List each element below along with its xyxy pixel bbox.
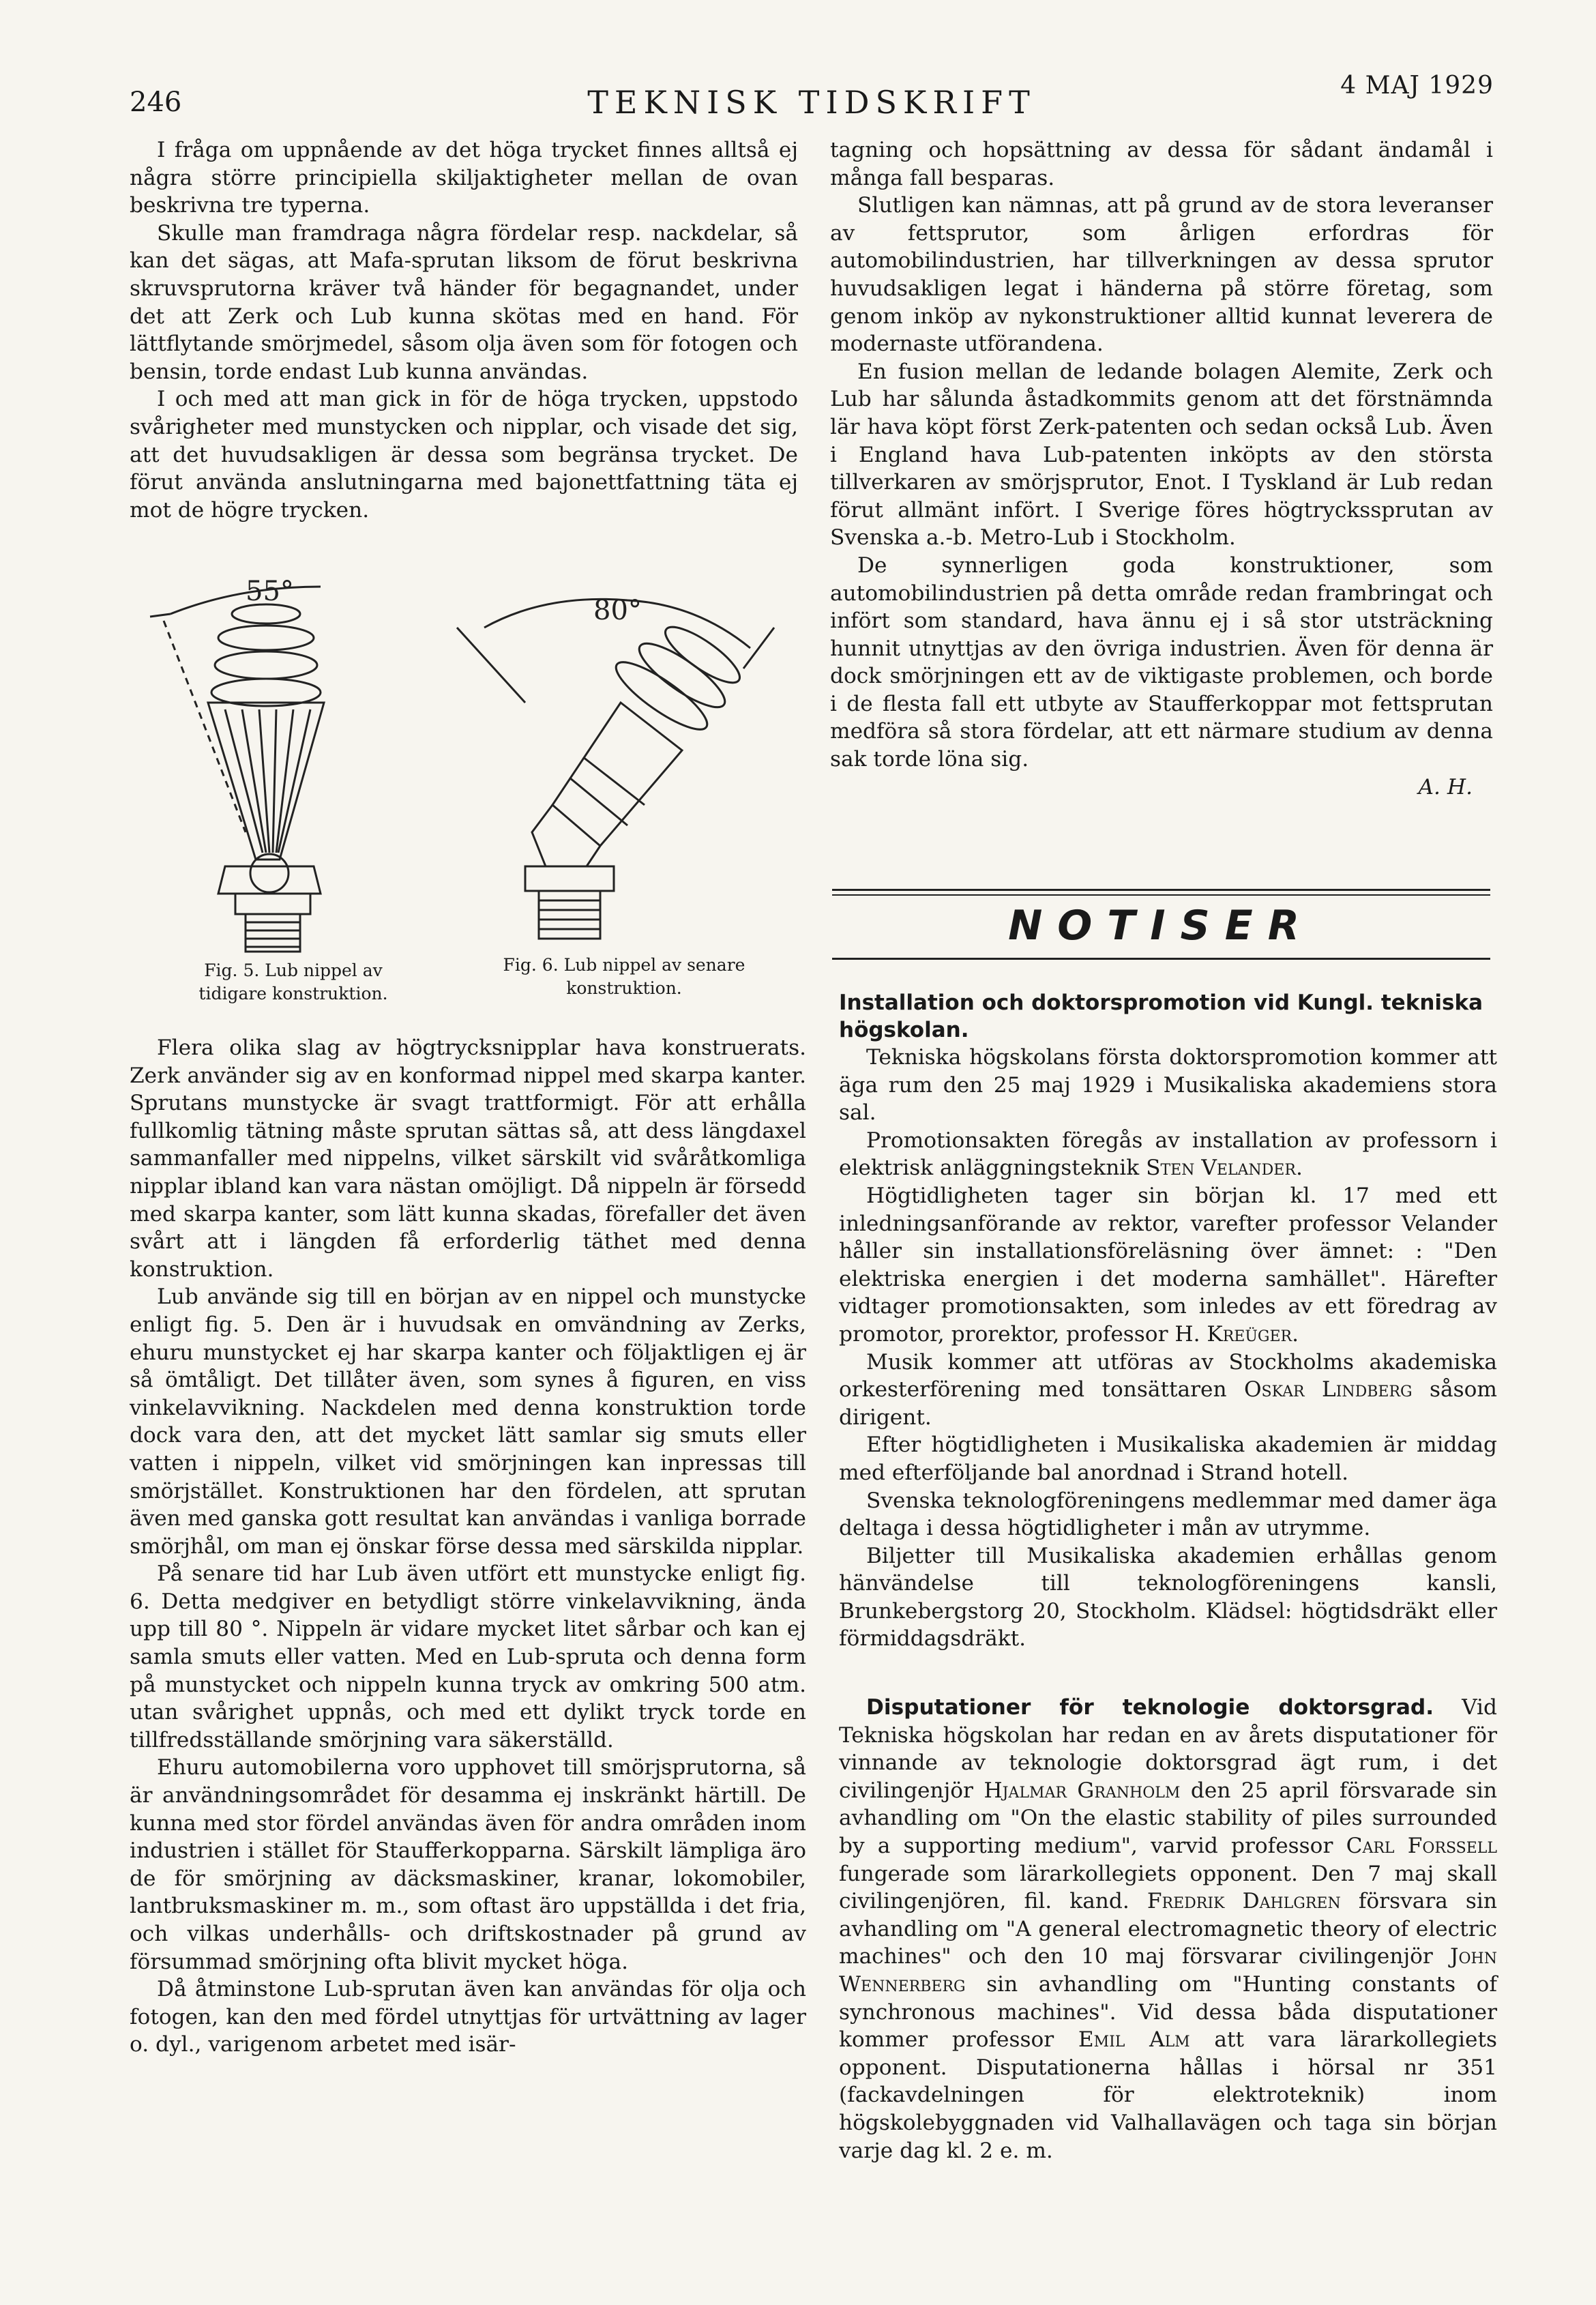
figure-6 (450, 587, 805, 955)
paragraph: I och med att man gick in för de höga trycken, uppstodo svårigheter med munstycken och nipplar, och visade det sig, att det huvudsakligen är dessa som begränsa trycket. De förut använda anslutningarna med bajonettfattning täta ej mot de högre trycken. (130, 387, 798, 523)
paragraph: tagning och hopsättning av dessa för sådant ändamål i många fall besparas. (830, 138, 1493, 190)
right-column-notes (839, 989, 1497, 2164)
fig5-caption (164, 959, 423, 1005)
fig6-caption (477, 954, 771, 1000)
left-column-top (130, 136, 798, 524)
fig5-caption-text: Lub nippel av (265, 960, 383, 980)
person-name: Carl Forssell (1346, 1834, 1497, 1859)
paragraph: Slutligen kan nämnas, att på grund av de stora leveranser av fettsprutor, som årligen erfordras för automobilindustrien, har tillverkningen av dessa sprutor huvudsakligen legat i händerna på större företag, som genom inköp av nykonstruktioner alltid kunnat leverera de modernaste utförandena. (830, 193, 1493, 357)
text-run: fungerade som lärarkollegiets opponent. Den 7 maj skall civilingenjören, fil. kand. (839, 1861, 1497, 1914)
left-column-bottom (130, 1034, 806, 2059)
text-run: den 25 april försvarade sin avhandling om "On the elastic stability of piles surrounded by a supporting medium", varvid professor (839, 1778, 1497, 1859)
person-name: Emil Alm (1078, 2027, 1190, 2053)
text-run: Högtidligheten tager sin början kl. 17 med ett inledningsanförande av rektor, varefter professor Velander håller sin installationsföreläsning över ämnet: : "Den elektriska energien i det moderna samhället". Härefter vidtager promotionsakten, som inledes av ett föredrag av promotor, prorektor, professor (839, 1183, 1497, 1347)
fig6-caption-text2: konstruktion. (566, 978, 682, 998)
right-column-top (830, 136, 1493, 801)
paragraph: De synnerligen goda konstruktioner, som automobilindustrien på detta område redan frambringat och infört som standard, hava ännu ej i så stor utsträckning hunnit utnyttjas av den övriga industrien. Även för denna är dock smörjningen ett av de viktigaste problemen, och borde i de flesta fall ett utbyte av Staufferkoppar mot fettsprutan medföra så stora fördelar, att ett närmare studium av denna sak torde löna sig. (830, 553, 1493, 772)
fig5-angle-label: 55° (246, 576, 294, 607)
notiser-rule-top-2 (832, 894, 1490, 896)
paragraph: Svenska teknologföreningens medlemmar med damer äga deltaga i dessa högtidligheter i mån av utrymme. (839, 1488, 1497, 1541)
issue-date-year: 1929 (1428, 72, 1494, 100)
page-number: 246 (130, 87, 182, 118)
note-1-title: Installation och doktorspromotion vid Kungl. tekniska högskolan. (839, 990, 1483, 1042)
person-name: John Wennerberg (839, 1944, 1497, 1997)
notiser-heading: NOTISER (1008, 902, 1314, 950)
fig5-caption-label: Fig. 5. (204, 960, 260, 980)
paragraph: Tekniska högskolans första doktorspromotion kommer att äga rum den 25 maj 1929 i Musikaliska akademiens stora sal. (839, 1045, 1497, 1126)
text-run: Vid Tekniska högskolan har redan en av årets disputationer för vinnande av teknologie doktorsgrad ägt rum, i det civilingenjör (839, 1695, 1497, 1803)
fig6-caption-text: Lub nippel av senare (563, 955, 745, 975)
paragraph: Skulle man framdraga några fördelar resp. nackdelar, så kan det sägas, att Mafa-sprutan liksom de förut beskrivna skruvsprutorna kräver två händer för begagnandet, under det att Zerk och Lub kunna skötas med en hand. För lättflytande smörjmedel, såsom olja även som för fotogen och bensin, torde endast Lub kunna användas. (130, 220, 798, 384)
person-name: Hjalmar Granholm (984, 1778, 1181, 1803)
person-name: Sten Velander (1146, 1156, 1296, 1181)
text-run: . (1292, 1321, 1299, 1347)
fig5-caption-text2: tidigare konstruktion. (198, 984, 388, 1003)
fig6-caption-label: Fig. 6. (503, 955, 559, 975)
issue-date-day: 4 (1340, 72, 1357, 100)
journal-title: TEKNISK TIDSKRIFT (587, 84, 1036, 121)
paragraph: På senare tid har Lub även utfört ett munstycke enligt fig. 6. Detta medgiver en betydligt större vinkelavvikning, ända upp till 80 °. Nippeln är vidare mycket litet sårbar och kan ej samla smuts eller vatten. Med en Lub-spruta och denna form på munstycket och nippeln kunna tryck av omkring 500 atm. utan svårighet uppnås, och med ett dylikt tryck torde en tillfredsställande smörjning vara säkerställd. (130, 1561, 806, 1752)
text-run: Promotionsakten föregås av installation av professorn i elektrisk anläggningsteknik (839, 1128, 1497, 1181)
paragraph: En fusion mellan de ledande bolagen Alemite, Zerk och Lub har sålunda åstadkommits genom att det förstnämnda lär hava köpt först Zerk-patenten och sedan också Lub. Även i England hava Lub-patenten inköpts av den största tillverkaren av smörjsprutor, Enot. I Tyskland är Lub redan förut allmänt infört. I Sverige föres högtryckssprutan av Svenska a.-b. Metro-Lub i Stockholm. (830, 359, 1493, 550)
paragraph: Då åtminstone Lub-sprutan även kan användas för olja och fotogen, kan den med fördel utnyttjas för urtvättning av lager o. dyl., varigenom arbetet med isär- (130, 1977, 806, 2057)
article-signature: A. H. (1418, 774, 1473, 799)
note-2-title: Disputationer för teknologie doktorsgrad. (866, 1695, 1434, 1720)
person-name: H. Kreüger (1174, 1321, 1292, 1347)
text-run: . (1295, 1156, 1303, 1181)
paragraph: Efter högtidligheten i Musikaliska akademien är middag med efterföljande bal anordnad i Strand hotell. (839, 1433, 1497, 1485)
paragraph: Flera olika slag av högtrycksnipplar hava konstruerats. Zerk använder sig av en konformad nippel med skarpa kanter. Sprutans munstycke är svagt trattformigt. För att erhålla fullkomlig tätning måste sprutan sättas så, att dess längdaxel sammanfaller med nippelns, vilket särskilt vid svåråtkomliga nipplar ibland kan vara nästan omöjligt. Då nippeln är försedd med skarpa kanter, som lätt kunna skadas, förefaller det även svårt att i längden få erforderlig täthet med denna konstruktion. (130, 1036, 806, 1282)
fig5-nipple-drawing (143, 573, 464, 955)
paragraph: Lub använde sig till en början av en nippel och munstycke enligt fig. 5. Den är i huvudsak en omvändning av Zerks, ehuru munstycket ej har skarpa kanter och följaktligen ej är så ömtåligt. Det tillåter även, som synes å figuren, en viss vinkelavvikning. Nackdelen med denna konstruktion torde dock vara den, att det mycket lätt samlar sig smuts eller vatten i nippeln, vilket vid smörjningen kan inpressas till smörjstället. Konstruktionen har den fördelen, att sprutan även med ganska gott resultat kan användas i vanliga borrade smörjhål, om man ej önskar förse dessa med särskilda nipplar. (130, 1284, 806, 1559)
issue-date-month: MAJ (1365, 72, 1420, 100)
page-header (130, 72, 1494, 119)
paragraph: I fråga om uppnående av det höga trycket finnes alltså ej några större principiella skiljaktigheter mellan de ovan beskrivna tre typerna. (130, 138, 798, 218)
paragraph (839, 1127, 1497, 1182)
paragraph (839, 1182, 1497, 1349)
paragraph: Ehuru automobilerna voro upphovet till smörjsprutorna, så är användningsområdet för desamma ej inskränkt härtill. De kunna med stor fördel användas även för andra områden inom industrien i stället för Staufferkopparna. Särskilt lämpliga äro de för smörjning av däcksmaskiner, kranar, lokomobiler, lantbruksmaskiner m. m., som oftast äro uppställda i det fria, och vilkas underhålls- och driftskostnader på grund av försummad smörjning ofta blivit mycket höga. (130, 1755, 806, 1974)
issue-date (1340, 72, 1494, 100)
fig6-nipple-drawing (450, 587, 805, 955)
text-run: försvara sin avhandling om "A general electromagnetic theory of electric machines" och den 10 maj försvarar civilingenjör (839, 1889, 1497, 1969)
text-run: såsom dirigent. (839, 1377, 1497, 1430)
person-name: Fredrik Dahlgren (1147, 1889, 1341, 1914)
fig6-angle-label: 80° (593, 595, 642, 626)
figure-5 (143, 573, 464, 955)
paragraph (839, 1349, 1497, 1432)
text-run: Musik kommer att utföras av Stockholms akademiska orkesterförening med tonsättaren (839, 1349, 1497, 1403)
text-run: att vara lärarkollegiets opponent. Disputationerna hållas i hörsal nr 351 (fackavdelningen för elektroteknik) inom högskolebyggnaden vid Valhallavägen och taga sin början varje dag kl. 2 e. m. (839, 2027, 1498, 2163)
paragraph (839, 1694, 1497, 2164)
paragraph: Biljetter till Musikaliska akademien erhållas genom hänvändelse till teknologföreningens kansli, Brunkebergstorg 20, Stockholm. Klädsel: högtidsdräkt eller förmiddagsdräkt. (839, 1543, 1497, 1651)
text-run: sin avhandling om "Hunting constants of synchronous machines". Vid dessa båda disputationer kommer professor (839, 1972, 1497, 2053)
notiser-rule-top (832, 889, 1490, 891)
person-name: Oskar Lindberg (1243, 1377, 1413, 1403)
notiser-rule-bottom (832, 958, 1490, 960)
